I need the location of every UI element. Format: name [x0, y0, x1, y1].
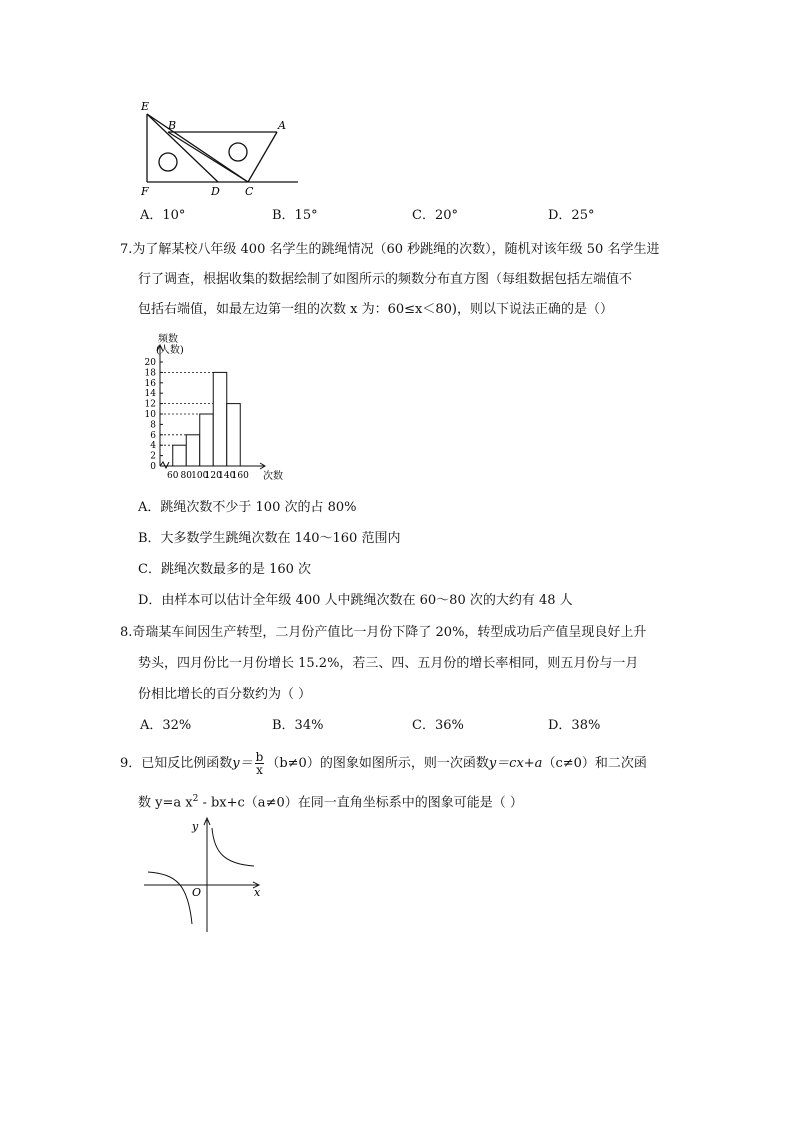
label-E: E: [141, 100, 150, 113]
q9-l1-d: （c≠0）和二次函: [542, 756, 647, 771]
y-tick-label: 16: [144, 378, 156, 389]
q8-text-line3: 份相比增长的百分数约为（ ）: [138, 687, 312, 702]
x-tick-label: 60: [167, 471, 179, 481]
x-tick-label: 100: [191, 471, 209, 481]
histogram-bar: [227, 404, 241, 466]
histogram-bar: [173, 445, 187, 466]
y-axis-label-1: 频数: [158, 334, 178, 345]
fraction-numerator: b: [255, 750, 264, 764]
y-axis-label-2: (人数): [156, 345, 184, 356]
q6-option-b: B．15°: [272, 208, 318, 223]
y-tick-label: 20: [144, 358, 156, 368]
q7-text-line3: 包括右端值，如最左边第一组的次数 x 为：60≤x＜80)，则以下说法正确的是（）: [138, 302, 613, 317]
q8-text-line2: 势头，四月份比一月份增长 15.2%，若三、四、五月份的增长率相同，则五月份与一月: [138, 656, 639, 671]
y-tick-label: 10: [144, 410, 156, 420]
q6-option-a: A．10°: [140, 208, 186, 223]
graph-origin-label: O: [192, 886, 202, 899]
graph-x-label: x: [254, 886, 261, 899]
q7-option-d: D．由样本可以估计全年级 400 人中跳绳次数在 60～80 次的大约有 48 人: [138, 593, 573, 608]
q9-text-line1: [120, 751, 647, 777]
y-tick-label: 14: [144, 389, 156, 400]
q9-l1-y: y＝: [232, 756, 253, 771]
q6-option-d: D．25°: [548, 208, 595, 223]
q8-option-d: D．38%: [548, 718, 601, 733]
q7-option-b: B．大多数学生跳绳次数在 140～160 范围内: [138, 531, 401, 546]
q7-option-c: C．跳绳次数最多的是 160 次: [138, 562, 312, 577]
q8-option-b: B．34%: [272, 718, 324, 733]
inverse-function-graph: [140, 814, 270, 936]
q8-text-line1: 8.奇瑞某车间因生产转型，二月份产值比一月份下降了 20%，转型成功后产值呈现良好上升: [120, 625, 647, 640]
q9-l1-c: y＝cx+a: [488, 756, 543, 771]
q9-l1-b: （b≠0）的图象如图所示，则一次函数: [266, 756, 489, 771]
triangle-ruler-figure: [135, 96, 305, 200]
y-tick-label: 0: [150, 462, 156, 472]
q9-l2-sup: 2: [192, 794, 199, 804]
x-axis-label: 次数: [263, 471, 283, 482]
q9-l2-a: 数 y=a x: [138, 795, 193, 811]
histogram-bar: [200, 414, 214, 466]
label-D: D: [211, 185, 220, 198]
y-tick-label: 18: [144, 368, 156, 379]
y-tick-label: 4: [150, 441, 156, 452]
x-tick-label: 120: [204, 471, 222, 481]
x-tick-label: 80: [180, 471, 192, 481]
q7-option-a: A．跳绳次数不少于 100 次的占 80%: [138, 500, 357, 515]
graph-y-label: y: [192, 820, 199, 833]
label-C: C: [245, 185, 254, 198]
b-over-x-fraction: [255, 751, 265, 776]
fraction-denominator: x: [256, 763, 263, 777]
label-A: A: [278, 119, 286, 132]
frequency-histogram: [128, 328, 288, 490]
q9-text-line2: [138, 790, 523, 812]
axis-break-mark: [160, 462, 169, 468]
x-tick-label: 140: [218, 471, 236, 481]
q8-option-c: C．36%: [412, 718, 464, 733]
q6-option-c: C．20°: [412, 208, 458, 223]
q7-text-line2: 行了调查，根据收集的数据绘制了如图所示的频数分布直方图（每组数据包括左端值不: [138, 272, 633, 287]
histogram-bar: [213, 372, 227, 466]
q9-l2-b: - bx+c（a≠0）在同一直角坐标系中的图象可能是（ ）: [198, 795, 523, 811]
x-tick-label: 160: [231, 471, 249, 481]
y-tick-label: 6: [150, 430, 156, 441]
label-B: B: [168, 119, 177, 132]
y-tick-label: 2: [150, 451, 156, 462]
y-tick-label: 12: [144, 399, 156, 410]
y-tick-label: 8: [150, 420, 156, 431]
q8-option-a: A．32%: [140, 718, 192, 733]
q9-l1-a: 9．已知反比例函数: [120, 756, 233, 771]
histogram-bar: [186, 435, 200, 466]
label-F: F: [141, 185, 149, 198]
q7-text-line1: 7.为了解某校八年级 400 名学生的跳绳情况（60 秒跳绳的次数），随机对该年级 50 名学生进: [120, 242, 660, 257]
